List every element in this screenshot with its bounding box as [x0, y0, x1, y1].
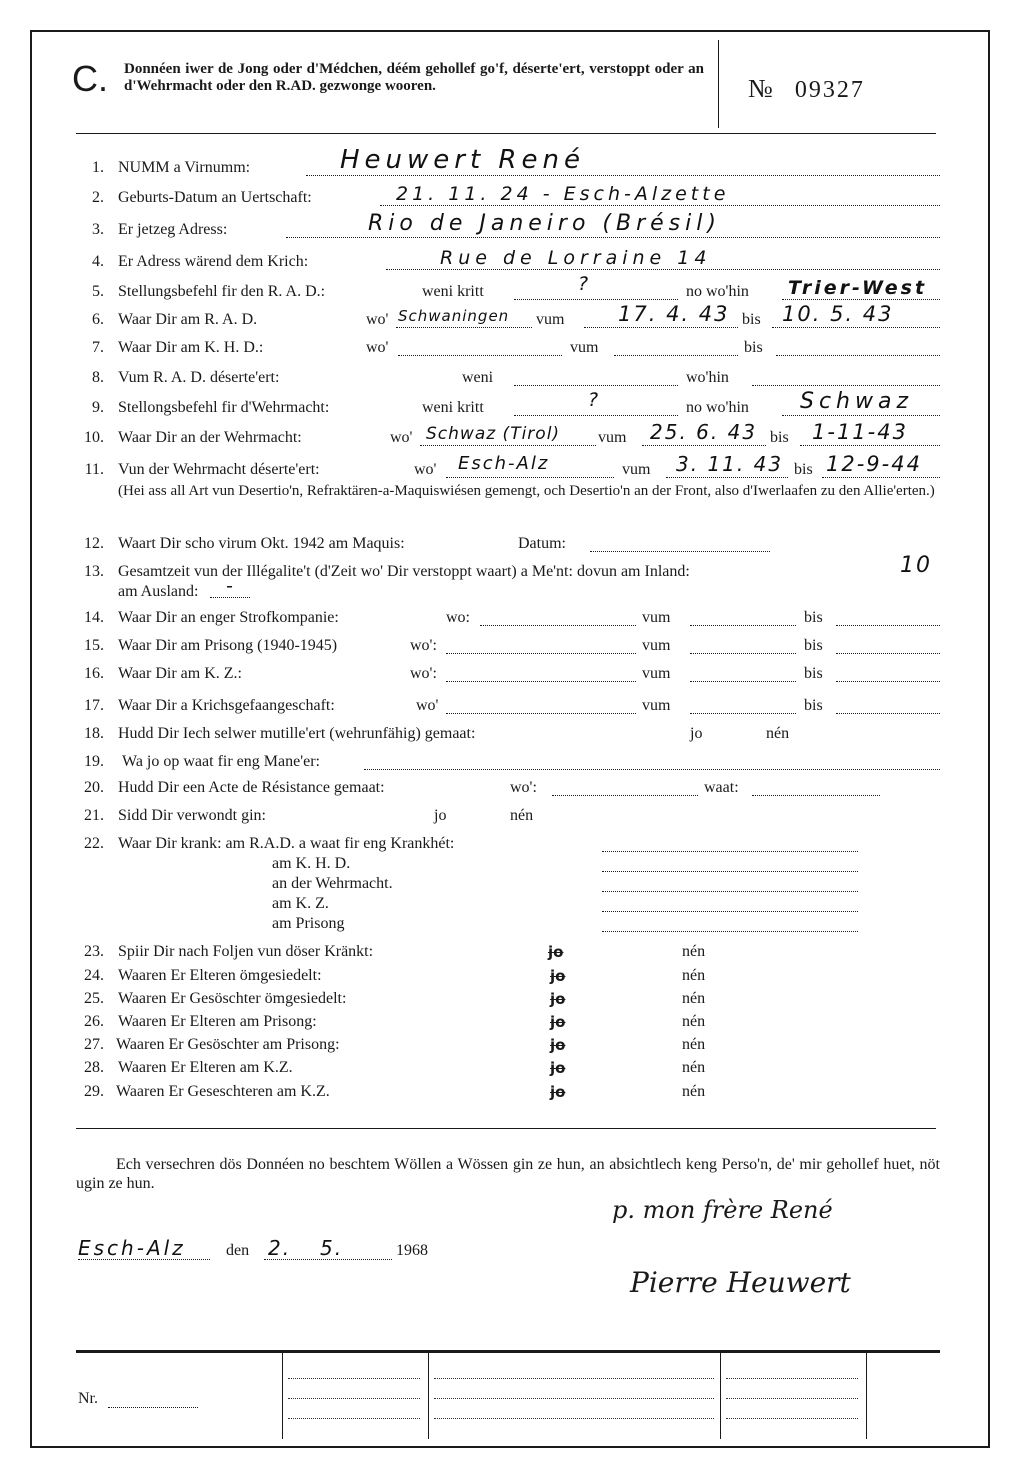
- wm-order-when-label: weni kritt: [422, 399, 484, 416]
- field-row-28: [0, 1056, 1024, 1080]
- field-row-10: [0, 420, 1024, 450]
- inland-value[interactable]: 10: [900, 553, 932, 578]
- maquis-date-label: Datum:: [518, 535, 566, 552]
- resistance-where-line: [552, 794, 698, 796]
- no-option[interactable]: nén: [682, 1059, 706, 1076]
- rad-order-where-value[interactable]: Trier-West: [788, 277, 928, 299]
- penal-company-label: Waar Dir an enger Strofkompanie:: [118, 609, 339, 626]
- wm-order-when-value[interactable]: ?: [588, 389, 601, 411]
- table-dotted-line: [288, 1377, 420, 1379]
- form-title: Donnéen iwer de Jong oder d'Médchen, déém gehollef go'f, déserte'ert, verstoppt oder an d'Wehrmacht oder den R.AD. gezwonge wooren.: [124, 61, 704, 94]
- address-value[interactable]: Rio de Janeiro (Brésil): [368, 211, 721, 236]
- field-row-20: [0, 776, 1024, 800]
- khd-where-label: wo': [366, 339, 389, 356]
- wounded-label: Sidd Dir verwondt gin:: [118, 807, 266, 824]
- field-number: 19.: [84, 753, 104, 770]
- header-rule: [76, 133, 936, 134]
- field-number: 17.: [84, 697, 104, 714]
- rad-desert-where-label: wo'hin: [686, 369, 729, 386]
- wm-desert-to-value[interactable]: 12-9-44: [826, 452, 922, 476]
- no-option[interactable]: nén: [682, 1083, 706, 1100]
- field-number: 16.: [84, 665, 104, 682]
- header-divider: [718, 40, 719, 128]
- field-number: 28.: [84, 1059, 104, 1076]
- penal-company-where-label: wo:: [446, 609, 470, 626]
- table-dotted-line: [726, 1397, 858, 1399]
- number-sign: №: [748, 74, 775, 103]
- field-row-18: [0, 722, 1024, 746]
- illness-khd: am K. H. D.: [272, 855, 351, 872]
- table-dotted-line: [434, 1417, 714, 1419]
- pow-to-line: [836, 712, 940, 714]
- war-address-label: Er Adress wärend dem Krich:: [118, 253, 309, 270]
- wm-desert-from-value[interactable]: 3. 11. 43: [676, 452, 784, 476]
- table-col-divider: [282, 1353, 283, 1439]
- prison-to-label: bis: [804, 637, 823, 654]
- illness-line: [602, 850, 858, 852]
- date-den-label: den: [226, 1242, 250, 1259]
- number-value: 09327: [794, 77, 865, 103]
- rad-desert-where-line: [752, 384, 940, 386]
- field-number: 25.: [84, 990, 104, 1007]
- date-day[interactable]: 2.: [268, 1236, 292, 1260]
- field-row-3: [0, 211, 1024, 242]
- pow-where-line: [446, 712, 636, 714]
- field-number: 12.: [84, 535, 104, 552]
- field-number: 29.: [84, 1083, 104, 1100]
- wm-from-value[interactable]: 25. 6. 43: [650, 420, 758, 444]
- field-row-27: [0, 1033, 1024, 1057]
- rad-order-label: Stellungsbefehl fir den R. A. D.:: [118, 283, 326, 300]
- rad-order-when-line: [514, 298, 678, 300]
- field-row-17: [0, 694, 1024, 718]
- date-month[interactable]: 5.: [320, 1236, 344, 1260]
- wm-order-where-line: [782, 414, 940, 416]
- field-row-16: [0, 662, 1024, 686]
- yes-option-struck[interactable]: jo: [550, 1036, 566, 1054]
- field-row-8: [0, 366, 1024, 390]
- field-row-29: [0, 1080, 1024, 1104]
- illness-consequences-label: Spiir Dir nach Foljen vun döser Kränkt:: [118, 943, 374, 960]
- rad-from-value[interactable]: 17. 4. 43: [618, 302, 730, 326]
- field-row-26: [0, 1010, 1024, 1034]
- declaration-text: Ech versechren dös Donnéen no beschtem Wöllen a Wössen gin ze hun, an absichtlech keng Perso'n, de' mir gehollef huet, nöt ugin ze hun.: [76, 1156, 940, 1192]
- no-option[interactable]: nén: [682, 1036, 706, 1053]
- signature-place[interactable]: Esch-Alz: [78, 1236, 186, 1260]
- prison-label: Waar Dir am Prisong (1940-1945): [118, 637, 338, 654]
- field-number: 13.: [84, 563, 104, 580]
- wm-order-where-label: no wo'hin: [686, 399, 749, 416]
- maquis-date-line: [590, 550, 770, 552]
- pow-from-line: [690, 712, 796, 714]
- table-col-divider: [428, 1353, 429, 1439]
- illness-khd-line: [602, 870, 858, 872]
- yes-option-struck[interactable]: jo: [550, 967, 566, 985]
- resistance-what-label: waat:: [704, 779, 739, 796]
- address-label: Er jetzeg Adress:: [118, 221, 228, 238]
- field-number: 24.: [84, 967, 104, 984]
- field-number: 2.: [92, 189, 104, 206]
- pow-to-label: bis: [804, 697, 823, 714]
- rad-label: Waar Dir am R. A. D.: [118, 311, 258, 328]
- field-number: 23.: [84, 943, 104, 960]
- field-row-23: [0, 940, 1024, 964]
- rad-to-value[interactable]: 10. 5. 43: [782, 302, 894, 326]
- no-option[interactable]: nén: [766, 725, 790, 742]
- khd-to-line: [776, 354, 940, 356]
- wm-desert-label: Vun der Wehrmacht déserte'ert:: [118, 461, 320, 478]
- field-row-11: [0, 452, 1024, 482]
- table-dotted-line: [726, 1417, 858, 1419]
- yes-option[interactable]: jo: [434, 807, 447, 824]
- illness-kz-line: [602, 910, 858, 912]
- illness-wehrmacht: an der Wehrmacht.: [272, 875, 393, 892]
- manner-label: Wa jo op waat fir eng Mane'er:: [122, 753, 320, 770]
- field-row-14: [0, 606, 1024, 630]
- section-rule: [76, 1128, 936, 1129]
- field-row-1: [0, 145, 1024, 180]
- wm-desert-from-label: vum: [622, 461, 651, 478]
- kz-from-label: vum: [642, 665, 671, 682]
- khd-from-label: vum: [570, 339, 599, 356]
- rad-where-value[interactable]: Schwaningen: [398, 307, 510, 325]
- field-row-15: [0, 634, 1024, 658]
- maquis-label: Waart Dir scho virum Okt. 1942 am Maquis:: [118, 535, 405, 552]
- field-row-7: [0, 336, 1024, 360]
- field-number: 8.: [92, 369, 104, 386]
- field-number: 9.: [92, 399, 104, 416]
- resistance-what-line: [752, 794, 880, 796]
- rad-order-where-label: no wo'hin: [686, 283, 749, 300]
- kz-from-line: [690, 680, 796, 682]
- no-option[interactable]: nén: [682, 1013, 706, 1030]
- table-dotted-line: [288, 1417, 420, 1419]
- field-number: 18.: [84, 725, 104, 742]
- rad-to-label: bis: [742, 311, 761, 328]
- table-col-divider: [866, 1353, 867, 1439]
- khd-to-label: bis: [744, 339, 763, 356]
- signature-proxy: p. mon frère René: [612, 1196, 833, 1224]
- prison-to-line: [836, 652, 940, 654]
- field-number: 7.: [92, 339, 104, 356]
- field-number: 27.: [84, 1036, 104, 1053]
- penal-company-from-label: vum: [642, 609, 671, 626]
- field-row-21: [0, 804, 1024, 828]
- field-number: 1.: [92, 159, 104, 176]
- address-line: [286, 236, 940, 238]
- illness-wehrmacht-line: [602, 890, 858, 892]
- kz-to-label: bis: [804, 665, 823, 682]
- nr-line: [108, 1406, 198, 1408]
- field-number: 21.: [84, 807, 104, 824]
- field-number: 26.: [84, 1013, 104, 1030]
- form-number: [748, 74, 865, 104]
- pow-from-label: vum: [642, 697, 671, 714]
- no-option[interactable]: nén: [682, 967, 706, 984]
- abroad-label: am Ausland:: [118, 583, 199, 600]
- table-dotted-line: [288, 1397, 420, 1399]
- wm-desert-where-label: wo': [414, 461, 437, 478]
- wm-desert-to-label: bis: [794, 461, 813, 478]
- prison-from-label: vum: [642, 637, 671, 654]
- khd-where-line: [398, 354, 562, 356]
- field-number: 10.: [84, 429, 104, 446]
- illness-prison-line: [602, 930, 858, 932]
- no-option[interactable]: nén: [682, 943, 706, 960]
- name-label: NUMM a Virnumm:: [118, 159, 251, 176]
- rad-desert-when-label: weni: [462, 369, 494, 386]
- prison-from-line: [690, 652, 796, 654]
- field-number: 5.: [92, 283, 104, 300]
- wm-order-label: Stellongsbefehl fir d'Wehrmacht:: [118, 399, 330, 416]
- wm-label: Waar Dir an der Wehrmacht:: [118, 429, 302, 446]
- resistance-label: Hudd Dir een Acte de Résistance gemaat:: [118, 779, 385, 796]
- yes-option-struck[interactable]: jo: [550, 990, 566, 1008]
- siblings-prison-label: Waaren Er Gesöschter am Prisong:: [116, 1036, 340, 1053]
- rad-order-when-value[interactable]: ?: [578, 273, 591, 295]
- illness-label: Waar Dir krank: am R.A.D. a waat fir eng Krankhét:: [118, 835, 455, 852]
- kz-label: Waar Dir am K. Z.:: [118, 665, 242, 682]
- penal-company-from-line: [690, 624, 796, 626]
- wm-desert-to-line: [822, 476, 940, 478]
- penal-company-where-line: [480, 624, 636, 626]
- penal-company-to-label: bis: [804, 609, 823, 626]
- rad-from-line: [584, 326, 738, 328]
- kz-where-label: wo':: [410, 665, 437, 682]
- manner-line: [364, 768, 940, 770]
- penal-company-to-line: [836, 624, 940, 626]
- resistance-where-label: wo':: [510, 779, 537, 796]
- siblings-resettled-label: Waaren Er Gesöschter ömgesiedelt:: [118, 990, 347, 1007]
- parents-prison-label: Waaren Er Elteren am Prisong:: [118, 1013, 317, 1030]
- office-use-table: [76, 1350, 940, 1436]
- name-value[interactable]: Heuwert René: [340, 145, 585, 175]
- rad-from-label: vum: [536, 311, 565, 328]
- rad-where-label: wo': [366, 311, 389, 328]
- field-row-5: [0, 273, 1024, 304]
- wm-from-line: [642, 444, 766, 446]
- birth-label: Geburts-Datum an Uertschaft:: [118, 189, 312, 206]
- field-row-2: [0, 183, 1024, 210]
- no-option[interactable]: nén: [682, 990, 706, 1007]
- field-row-4: [0, 247, 1024, 274]
- pow-label: Waar Dir a Krichsgefaangeschaft:: [118, 697, 335, 714]
- khd-from-line: [614, 354, 738, 356]
- yes-option-struck[interactable]: jo: [550, 1013, 566, 1031]
- place-line: [78, 1258, 210, 1260]
- yes-option[interactable]: jo: [690, 725, 703, 742]
- birth-value[interactable]: 21. 11. 24 - Esch-Alzette: [396, 183, 730, 205]
- parents-kz-label: Waaren Er Elteren am K.Z.: [118, 1059, 293, 1076]
- field-row-9: [0, 389, 1024, 420]
- desertion-note: (Hei ass all Art vun Desertio'n, Refraktären-a-Maquiswiésen gemengt, och Desertio'n an der Front, also d'Iwerlaafen zu den Allie'erten.): [118, 483, 935, 499]
- wm-to-value[interactable]: 1-11-43: [812, 420, 908, 444]
- field-number: 14.: [84, 609, 104, 626]
- khd-label: Waar Dir am K. H. D.:: [118, 339, 264, 356]
- field-number: 15.: [84, 637, 104, 654]
- table-dotted-line: [726, 1377, 858, 1379]
- rad-order-when-label: weni kritt: [422, 283, 484, 300]
- wm-to-label: bis: [770, 429, 789, 446]
- siblings-kz-label: Waaren Er Geseschteren am K.Z.: [116, 1083, 330, 1100]
- field-number: 22.: [84, 835, 104, 852]
- wm-order-when-line: [514, 414, 678, 416]
- prison-where-line: [446, 652, 636, 654]
- field-row-22: [0, 832, 1024, 856]
- field-number: 20.: [84, 779, 104, 796]
- war-address-value[interactable]: Rue de Lorraine 14: [440, 247, 712, 269]
- table-dotted-line: [434, 1397, 714, 1399]
- wm-to-line: [800, 444, 940, 446]
- pow-where-label: wo': [416, 697, 439, 714]
- rad-desert-when-line: [514, 384, 678, 386]
- field-row-12: [0, 532, 1024, 556]
- field-number: 11.: [84, 461, 104, 478]
- abroad-value[interactable]: -: [226, 575, 235, 597]
- kz-where-line: [446, 680, 636, 682]
- illness-prison: am Prisong: [272, 915, 345, 932]
- yes-option-struck[interactable]: jo: [548, 943, 564, 961]
- yes-option-struck[interactable]: jo: [550, 1059, 566, 1077]
- illness-kz: am K. Z.: [272, 895, 329, 912]
- field-number: 6.: [92, 311, 104, 328]
- wm-desert-from-line: [666, 476, 788, 478]
- date-year: 1968: [396, 1242, 428, 1259]
- wm-from-label: vum: [598, 429, 627, 446]
- wm-where-value[interactable]: Schwaz (Tirol): [426, 424, 561, 444]
- nr-label: Nr.: [78, 1390, 98, 1407]
- field-row-19: [0, 750, 1024, 774]
- wm-desert-where-line: [446, 476, 614, 478]
- field-number: 4.: [92, 253, 104, 270]
- yes-option-struck[interactable]: jo: [550, 1083, 566, 1101]
- section-letter: C.: [72, 58, 108, 99]
- field-number: 3.: [92, 221, 104, 238]
- rad-desert-label: Vum R. A. D. déserte'ert:: [118, 369, 280, 386]
- kz-to-line: [836, 680, 940, 682]
- field-row-13b: [0, 575, 1024, 604]
- parents-resettled-label: Waaren Er Elteren ömgesiedelt:: [118, 967, 322, 984]
- illegality-label: Gesamtzeit vun der Illégalite't (d'Zeit wo' Dir verstoppt waart) a Me'nt: dovun am Inland:: [118, 563, 690, 580]
- wm-desert-where-value[interactable]: Esch-Alz: [458, 453, 550, 474]
- wm-where-label: wo': [390, 429, 413, 446]
- wm-order-where-value[interactable]: Schwaz: [800, 389, 914, 414]
- field-row-24: [0, 964, 1024, 988]
- self-mutilation-label: Hudd Dir Iech selwer mutille'ert (wehrunfähig) gemaat:: [118, 725, 476, 742]
- prison-where-label: wo':: [410, 637, 437, 654]
- field-row-25: [0, 987, 1024, 1011]
- table-dotted-line: [434, 1377, 714, 1379]
- field-row-6: [0, 302, 1024, 332]
- table-col-divider: [720, 1353, 721, 1439]
- no-option[interactable]: nén: [510, 807, 534, 824]
- signature-name: Pierre Heuwert: [630, 1266, 851, 1299]
- rad-to-line: [772, 326, 940, 328]
